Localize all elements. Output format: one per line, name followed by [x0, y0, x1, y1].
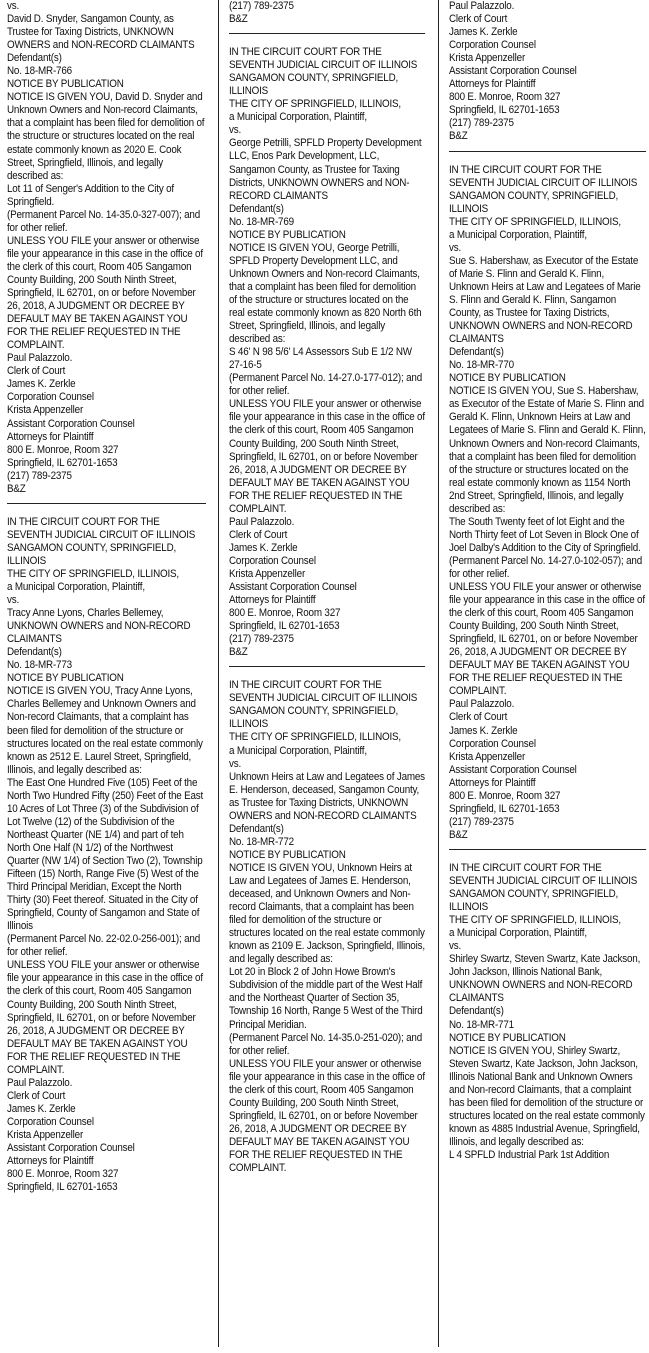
notice-line: NOTICE BY PUBLICATION [229, 228, 346, 241]
notice-line: NOTICE BY PUBLICATION [229, 848, 346, 861]
notice-line: B&Z [449, 828, 468, 841]
notice-line: Assistant Corporation Counsel [449, 65, 577, 78]
notice-line: Clerk of Court [449, 711, 508, 724]
notice-line: 800 E. Monroe, Room 327 [449, 91, 561, 104]
notice-line: 800 E. Monroe, Room 327 [7, 443, 119, 456]
notice-line: a Municipal Corporation, Plaintiff, [7, 581, 145, 594]
notice-line: Corporation Counsel [449, 737, 536, 750]
notice-line: THE CITY OF SPRINGFIELD, ILLINOIS, [229, 98, 401, 111]
notice-line: NOTICE BY PUBLICATION [7, 672, 124, 685]
legal-notice [449, 862, 646, 1162]
notice-line: IN THE CIRCUIT COURT FOR THE SEVENTH JUDICIAL CIRCUIT OF ILLINOIS [449, 163, 638, 189]
notice-line: (217) 789-2375 [229, 0, 294, 12]
notice-line: David D. Snyder, Sangamon County, as Trustee for Taxing Districts, UNKNOWN OWNERS and NON-RECORD CLAIMANTS [7, 13, 195, 52]
notice-line: Paul Palazzolo. [449, 0, 515, 12]
notice-line: James K. Zerkle [449, 26, 518, 39]
notice-line: The South Twenty feet of lot Eight and the North Thirty feet of Lot Seven in Block One of Joel Dalby's Addition to the City of Springfield. [449, 515, 641, 554]
legal-notice [229, 679, 425, 1175]
notice-line: THE CITY OF SPRINGFIELD, ILLINOIS, [229, 731, 401, 744]
notice-line: B&Z [229, 646, 248, 659]
notice-line: Paul Palazzolo. [229, 515, 295, 528]
notice-line: The East One Hundred Five (105) Feet of the North Two Hundred Fifty (250) Feet of the East 10 Acres of Lot Three (3) of the Subdivision of Lot Twelve (12) of the Subdivision of the Northeast Quarter (NE 1/4) and part of teh North One Half (N 1/2) of the Northwest Quarter (NW 1/4) of Section Two (2), Township Fifteen (15) North, Range Five (5) West of the Third Principal Meridian, Except the North Thirty (30) Feet thereof. Situated in the City of Springfield, County of Sangamon and State of Illinois [7, 776, 204, 933]
notice-line: Paul Palazzolo. [7, 1076, 73, 1089]
notice-line: (217) 789-2375 [449, 117, 514, 130]
notice-line: NOTICE IS GIVEN YOU, Unknown Heirs at Law and Legatees of James E. Henderson, deceased, and Unknown Owners and Non-record Claimants, that a complaint has been filed for demolition of the structure or structures located on the real estate commonly known as 2109 E. Jackson, Springfield, Illinois, and legally described as: [229, 861, 425, 966]
notice-line: a Municipal Corporation, Plaintiff, [229, 744, 367, 757]
notice-line: (Permanent Parcel No. 14-27.0-177-012); and for other relief. [229, 372, 423, 398]
column-divider [218, 0, 219, 1347]
legal-notice [229, 0, 425, 26]
notice-separator [449, 151, 646, 152]
notice-line: UNLESS YOU FILE your answer or otherwise file your appearance in this case in the office of the clerk of this court, Room 405 Sangamon County Building, 200 South Ninth Street, Springfield, IL 62701, on or before November 26, 2018, A JUDGMENT OR DECREE BY DEFAULT MAY BE TAKEN AGAINST YOU FOR THE RELIEF REQUESTED IN THE COMPLAINT. [449, 581, 645, 698]
notice-line: B&Z [449, 130, 468, 143]
notice-line: Clerk of Court [7, 1089, 66, 1102]
notice-line: Defendant(s) [7, 646, 62, 659]
notice-line: IN THE CIRCUIT COURT FOR THE SEVENTH JUDICIAL CIRCUIT OF ILLINOIS [449, 861, 638, 887]
notice-line: No. 18-MR-769 [229, 215, 294, 228]
notice-line: SANGAMON COUNTY, SPRINGFIELD, ILLINOIS [449, 189, 619, 215]
notice-line: Assistant Corporation Counsel [229, 581, 357, 594]
notice-line: S 46' N 98 5/6' L4 Assessors Sub E 1/2 NW 27-16-5 [229, 346, 412, 372]
notice-separator [229, 33, 425, 34]
notice-line: SANGAMON COUNTY, SPRINGFIELD, ILLINOIS [449, 888, 619, 914]
notice-line: Krista Appenzeller [449, 52, 526, 65]
notice-line: Shirley Swartz, Steven Swartz, Kate Jackson, John Jackson, Illinois National Bank, UNKNOWN OWNERS and NON-RECORD CLAIMANTS [449, 953, 641, 1005]
notice-line: James K. Zerkle [7, 1102, 76, 1115]
notice-line: NOTICE BY PUBLICATION [449, 372, 566, 385]
notice-line: Assistant Corporation Counsel [7, 417, 135, 430]
notice-line: Lot 11 of Senger's Addition to the City of Springfield. [7, 182, 174, 208]
notice-line: Lot 20 in Block 2 of John Howe Brown's Subdivision of the middle part of the West Half and the Northeast Quarter of Section 35, Township 16 North, Range 5 West of the Third Principal Meridian. [229, 966, 423, 1031]
notice-line: IN THE CIRCUIT COURT FOR THE SEVENTH JUDICIAL CIRCUIT OF ILLINOIS [229, 46, 418, 72]
notice-line: Krista Appenzeller [229, 567, 306, 580]
notice-line: NOTICE IS GIVEN YOU, David D. Snyder and Unknown Owners and Non-record Claimants, that a complaint has been filed for demolition of the structure or structures located on the real estate commonly known as 2020 E. Cook Street, Springfield, Illinois, and legally described as: [7, 91, 205, 182]
column-divider [438, 0, 439, 1347]
notice-line: a Municipal Corporation, Plaintiff, [449, 927, 587, 940]
notice-line: vs. [7, 0, 20, 12]
notice-line: Attorneys for Plaintiff [7, 1155, 94, 1168]
notice-line: (Permanent Parcel No. 14-27.0-102-057); and for other relief. [449, 554, 643, 580]
notice-line: (217) 789-2375 [229, 633, 294, 646]
notice-line: No. 18-MR-766 [7, 65, 72, 78]
notice-line: Springfield, IL 62701-1653 [449, 802, 560, 815]
column-1 [7, 0, 206, 1353]
notice-line: THE CITY OF SPRINGFIELD, ILLINOIS, [449, 914, 621, 927]
notice-line: No. 18-MR-773 [7, 659, 72, 672]
notice-line: Defendant(s) [449, 1005, 504, 1018]
notice-line: James K. Zerkle [7, 378, 76, 391]
notice-line: Defendant(s) [229, 822, 284, 835]
notice-line: Krista Appenzeller [7, 1128, 84, 1141]
notice-line: vs. [449, 241, 462, 254]
notice-line: Clerk of Court [7, 365, 66, 378]
notice-line: Springfield, IL 62701-1653 [7, 456, 118, 469]
notice-line: a Municipal Corporation, Plaintiff, [229, 111, 367, 124]
notice-line: (Permanent Parcel No. 14-35.0-251-020); and for other relief. [229, 1031, 423, 1057]
notice-line: No. 18-MR-771 [449, 1018, 514, 1031]
notice-line: Krista Appenzeller [7, 404, 84, 417]
notice-line: Assistant Corporation Counsel [7, 1142, 135, 1155]
legal-notice [7, 0, 206, 496]
notice-line: 800 E. Monroe, Room 327 [449, 789, 561, 802]
notice-line: 800 E. Monroe, Room 327 [229, 607, 341, 620]
notice-line: IN THE CIRCUIT COURT FOR THE SEVENTH JUDICIAL CIRCUIT OF ILLINOIS [7, 515, 196, 541]
notice-line: Attorneys for Plaintiff [229, 594, 316, 607]
notice-line: (217) 789-2375 [7, 469, 72, 482]
legal-notice [449, 164, 646, 842]
notice-line: IN THE CIRCUIT COURT FOR THE SEVENTH JUDICIAL CIRCUIT OF ILLINOIS [229, 679, 418, 705]
legal-notice [229, 46, 425, 659]
notice-line: B&Z [229, 13, 248, 26]
notice-line: Attorneys for Plaintiff [449, 776, 536, 789]
notice-line: NOTICE IS GIVEN YOU, Sue S. Habershaw, as Executor of the Estate of Marie S. Flinn and Gerald K. Flinn, Unknown Heirs at Law and Legatees of Marie S. Flinn and Gerald K. Flinn, Unknown Owners and Non-record Claimants, that a complaint has been filed for demolition of the structure or structures located on the real estate commonly known as 1154 North 2nd Street, Springfield, Illinois, and legally described as: [449, 385, 646, 515]
notice-line: Corporation Counsel [449, 39, 536, 52]
notice-line: (Permanent Parcel No. 14-35.0-327-007); and for other relief. [7, 208, 201, 234]
notice-line: NOTICE BY PUBLICATION [449, 1031, 566, 1044]
notice-line: vs. [229, 124, 242, 137]
notice-line: Clerk of Court [449, 13, 508, 26]
notice-line: vs. [449, 940, 462, 953]
notice-line: Sue S. Habershaw, as Executor of the Estate of Marie S. Flinn and Gerald K. Flinn, Unknown Heirs at Law and Legatees of Marie S. Flinn and Gerald K. Flinn, Sangamon County, as Trustee for Taxing Districts, UNKNOWN OWNERS and NON-RECORD CLAIMANTS [449, 254, 641, 346]
notice-separator [449, 849, 646, 850]
notice-line: NOTICE IS GIVEN YOU, Shirley Swartz, Steven Swartz, Kate Jackson, John Jackson, Illinois National Bank and Unknown Owners and Non-record Claimants, that a complaint has been filed for demolition of the structure or structures located on the real estate commonly known as 4885 Industrial Avenue, Springfield, Illinois, and legally described as: [449, 1044, 645, 1148]
notice-line: Defendant(s) [7, 52, 62, 65]
column-2 [229, 0, 425, 1353]
notice-line: Clerk of Court [229, 528, 288, 541]
notice-line: Springfield, IL 62701-1653 [7, 1181, 118, 1194]
notice-line: NOTICE BY PUBLICATION [7, 78, 124, 91]
notice-line: B&Z [7, 482, 26, 495]
notice-line: Defendant(s) [449, 346, 504, 359]
notice-line: James K. Zerkle [449, 724, 518, 737]
notice-line: NOTICE IS GIVEN YOU, Tracy Anne Lyons, Charles Bellemey and Unknown Owners and Non-record Claimants, that a complaint has been filed for demolition of the structure or structures located on the real estate commonly known as 2512 E. Laurel Street, Springfield, Illinois, and legally described as: [7, 685, 203, 776]
notice-line: Springfield, IL 62701-1653 [449, 104, 560, 117]
notice-line: James K. Zerkle [229, 541, 298, 554]
notice-line: SANGAMON COUNTY, SPRINGFIELD, ILLINOIS [229, 72, 399, 98]
notice-line: (217) 789-2375 [449, 815, 514, 828]
notice-line: Assistant Corporation Counsel [449, 763, 577, 776]
notice-line: Paul Palazzolo. [7, 352, 73, 365]
notice-separator [7, 503, 206, 504]
notice-line: Corporation Counsel [7, 391, 94, 404]
notice-line: UNLESS YOU FILE your answer or otherwise file your appearance in this case in the office of the clerk of this court, Room 405 Sangamon County Building, 200 South Ninth Street, Springfield, IL 62701, on or before November 26, 2018, A JUDGMENT OR DECREE BY DEFAULT MAY BE TAKEN AGAINST YOU FOR THE RELIEF REQUESTED IN THE COMPLAINT. [7, 234, 203, 352]
notice-line: SANGAMON COUNTY, SPRINGFIELD, ILLINOIS [7, 541, 177, 567]
notice-line: George Petrilli, SPFLD Property Development LLC, Enos Park Development, LLC, Sangamon County, as Trustee for Taxing Districts, UNKNOWN OWNERS and NON-RECORD CLAIMANTS [229, 137, 422, 202]
notice-line: Corporation Counsel [7, 1115, 94, 1128]
notice-line: Tracy Anne Lyons, Charles Bellemey, UNKNOWN OWNERS and NON-RECORD CLAIMANTS [7, 607, 191, 646]
notice-line: Springfield, IL 62701-1653 [229, 620, 340, 633]
notice-line: (Permanent Parcel No. 22-02.0-256-001); and for other relief. [7, 933, 201, 959]
notice-line: Corporation Counsel [229, 554, 316, 567]
notice-line: UNLESS YOU FILE your answer or otherwise file your appearance in this case in the office of the clerk of this court, Room 405 Sangamon County Building, 200 South Ninth Street, Springfield, IL 62701, on or before November 26, 2018, A JUDGMENT OR DECREE BY DEFAULT MAY BE TAKEN AGAINST YOU FOR THE RELIEF REQUESTED IN THE COMPLAINT. [229, 1057, 425, 1175]
notice-line: UNLESS YOU FILE your answer or otherwise file your appearance in this case in the office of the clerk of this court, Room 405 Sangamon County Building, 200 South Ninth Street, Springfield, IL 62701, on or before November 26, 2018, A JUDGMENT OR DECREE BY DEFAULT MAY BE TAKEN AGAINST YOU FOR THE RELIEF REQUESTED IN THE COMPLAINT. [7, 959, 203, 1076]
notice-line: L 4 SPFLD Industrial Park 1st Addition [449, 1148, 610, 1161]
notice-line: THE CITY OF SPRINGFIELD, ILLINOIS, [7, 567, 179, 580]
notice-line: Defendant(s) [229, 202, 284, 215]
notice-line: No. 18-MR-770 [449, 359, 514, 372]
notice-line: UNLESS YOU FILE your answer or otherwise file your appearance in this case in the office of the clerk of this court, Room 405 Sangamon County Building, 200 South Ninth Street, Springfield, IL 62701, on or before November 26, 2018, A JUDGMENT OR DECREE BY DEFAULT MAY BE TAKEN AGAINST YOU FOR THE RELIEF REQUESTED IN THE COMPLAINT. [229, 398, 425, 515]
notice-line: NOTICE IS GIVEN YOU, George Petrilli, SPFLD Property Development LLC, and Unknown Owners and Non-record Claimants, that a complaint has been filed for demolition of the structure or structures located on the real estate commonly known as 820 North 6th Street, Springfield, Illinois, and legally described as: [229, 241, 422, 346]
column-3 [449, 0, 646, 1353]
notice-line: Attorneys for Plaintiff [7, 430, 94, 443]
notice-line: vs. [7, 594, 20, 607]
notice-line: 800 E. Monroe, Room 327 [7, 1168, 119, 1181]
notice-line: a Municipal Corporation, Plaintiff, [449, 228, 587, 241]
notice-line: No. 18-MR-772 [229, 835, 294, 848]
notice-line: Unknown Heirs at Law and Legatees of James E. Henderson, deceased, Sangamon County, as Trustee for Taxing Districts, UNKNOWN OWNERS and NON-RECORD CLAIMANTS [229, 770, 425, 822]
legal-notice [449, 0, 646, 144]
notice-line: Paul Palazzolo. [449, 698, 515, 711]
notice-line: SANGAMON COUNTY, SPRINGFIELD, ILLINOIS [229, 705, 399, 731]
notice-line: Krista Appenzeller [449, 750, 526, 763]
notice-line: THE CITY OF SPRINGFIELD, ILLINOIS, [449, 215, 621, 228]
notice-line: Attorneys for Plaintiff [449, 78, 536, 91]
notice-line: vs. [229, 757, 242, 770]
notice-separator [229, 666, 425, 667]
legal-notice [7, 516, 206, 1194]
